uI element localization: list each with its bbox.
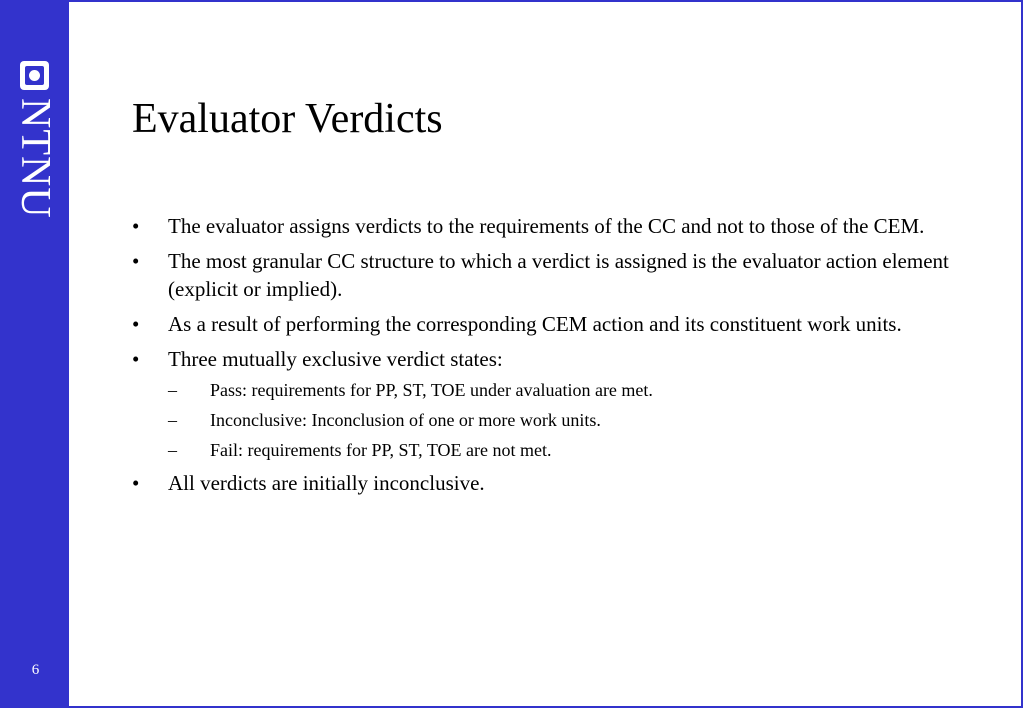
bullet-item (132, 469, 982, 497)
bullet-item (132, 345, 982, 462)
bullet-item (132, 247, 982, 303)
dash-icon: – (168, 410, 177, 430)
sidebar (2, 2, 69, 706)
sub-bullet-list (168, 378, 982, 462)
dash-icon: – (168, 380, 177, 400)
sub-bullet-item (168, 408, 982, 432)
bullet-icon: • (132, 471, 140, 495)
bullet-text: The evaluator assigns verdicts to the requirements of the CC and not to those of the CEM. (168, 214, 925, 238)
sub-bullet-item (168, 438, 982, 462)
bullet-item (132, 212, 982, 240)
page-number: 6 (31, 662, 40, 678)
slide-content (132, 212, 982, 504)
sub-bullet-text: Fail: requirements for PP, ST, TOE are not met. (210, 440, 552, 460)
bullet-item (132, 310, 982, 338)
ntnu-logo-icon (20, 61, 49, 90)
bullet-icon: • (132, 347, 140, 371)
bullet-text: As a result of performing the corresponding CEM action and its constituent work units. (168, 312, 902, 336)
bullet-text: Three mutually exclusive verdict states: (168, 347, 503, 371)
bullet-list (132, 212, 982, 497)
bullet-text: All verdicts are initially inconclusive. (168, 471, 485, 495)
dash-icon: – (168, 440, 177, 460)
ntnu-logo-text: NTNU (12, 98, 58, 219)
sub-bullet-text: Pass: requirements for PP, ST, TOE under avaluation are met. (210, 380, 653, 400)
bullet-icon: • (132, 249, 140, 273)
bullet-text: The most granular CC structure to which a verdict is assigned is the evaluator action element (explicit or implied). (168, 249, 949, 301)
slide-title: Evaluator Verdicts (132, 96, 443, 142)
sub-bullet-text: Inconclusive: Inconclusion of one or more work units. (210, 410, 601, 430)
bullet-icon: • (132, 312, 140, 336)
bullet-icon: • (132, 214, 140, 238)
sub-bullet-item (168, 378, 982, 402)
